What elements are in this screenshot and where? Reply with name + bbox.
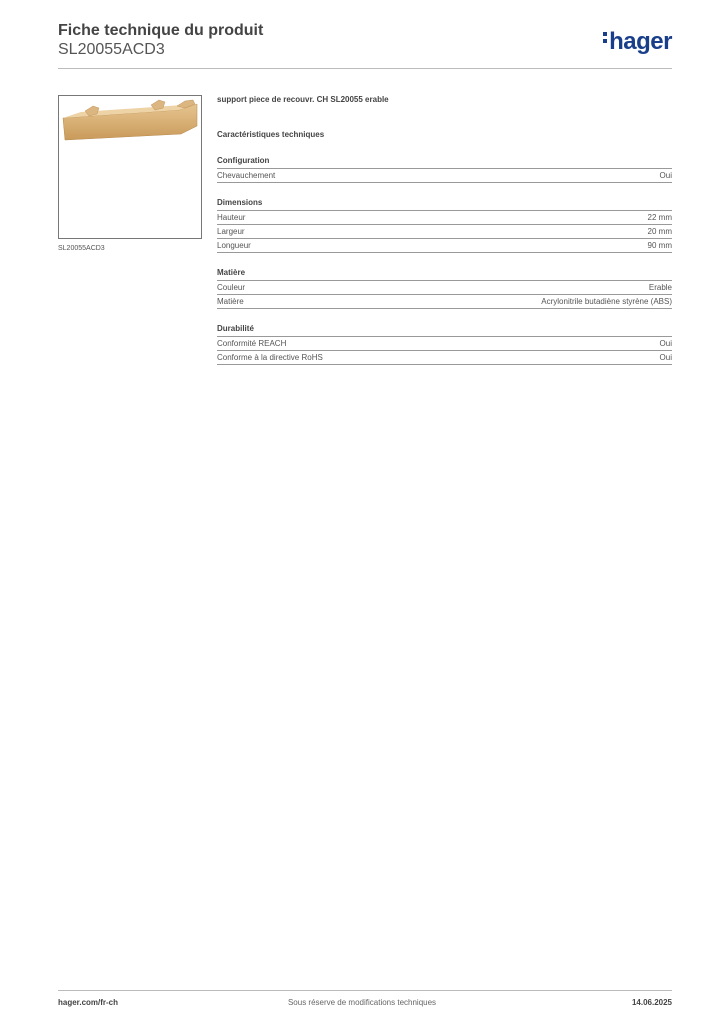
spec-value: 20 mm <box>647 227 672 236</box>
spec-value: Oui <box>659 171 672 180</box>
tech-specs-title: Caractéristiques techniques <box>217 130 325 139</box>
spec-label: Hauteur <box>217 213 246 222</box>
spec-row <box>217 351 672 365</box>
spec-label: Longueur <box>217 241 251 250</box>
spec-row <box>217 169 672 183</box>
footer-date: 14.06.2025 <box>631 998 672 1007</box>
product-image <box>58 95 202 239</box>
header-divider <box>58 68 672 69</box>
product-reference: SL20055ACD3 <box>58 41 165 58</box>
image-caption: SL20055ACD3 <box>58 245 105 252</box>
section-configuration <box>217 156 672 183</box>
logo-text: hager <box>609 28 672 55</box>
product-illustration-icon <box>59 96 201 238</box>
spec-value: 90 mm <box>647 241 672 250</box>
section-dimensions <box>217 198 672 253</box>
spec-value: 22 mm <box>647 213 672 222</box>
specifications <box>217 95 672 365</box>
section-title: Durabilité <box>217 324 672 337</box>
spec-value: Erable <box>648 283 672 292</box>
spec-label: Conformité REACH <box>217 339 287 348</box>
page-header <box>58 22 672 70</box>
spec-row <box>217 337 672 351</box>
spec-row <box>217 211 672 225</box>
section-title: Dimensions <box>217 198 672 211</box>
spec-label: Couleur <box>217 283 246 292</box>
spec-label: Conforme à la directive RoHS <box>217 353 323 362</box>
spec-label: Matière <box>217 297 244 306</box>
section-title: Configuration <box>217 156 672 169</box>
spec-value: Oui <box>659 353 672 362</box>
logo-dots-icon <box>603 29 607 46</box>
spec-row <box>217 281 672 295</box>
footer-disclaimer: Sous réserve de modifications techniques <box>287 998 437 1007</box>
footer-website-link[interactable]: hager.com/fr-ch <box>58 998 119 1007</box>
footer-divider <box>58 990 672 991</box>
spec-value: Oui <box>659 339 672 348</box>
section-durability <box>217 324 672 365</box>
document-title: Fiche technique du produit <box>58 22 264 39</box>
spec-label: Largeur <box>217 227 245 236</box>
product-description: support piece de recouvr. CH SL20055 erable <box>217 95 389 104</box>
spec-row <box>217 295 672 309</box>
section-material <box>217 268 672 309</box>
spec-label: Chevauchement <box>217 171 276 180</box>
hager-logo[interactable] <box>603 28 672 56</box>
section-title: Matière <box>217 268 672 281</box>
spec-row <box>217 225 672 239</box>
spec-row <box>217 239 672 253</box>
spec-value: Acrylonitrile butadiène styrène (ABS) <box>541 297 672 306</box>
